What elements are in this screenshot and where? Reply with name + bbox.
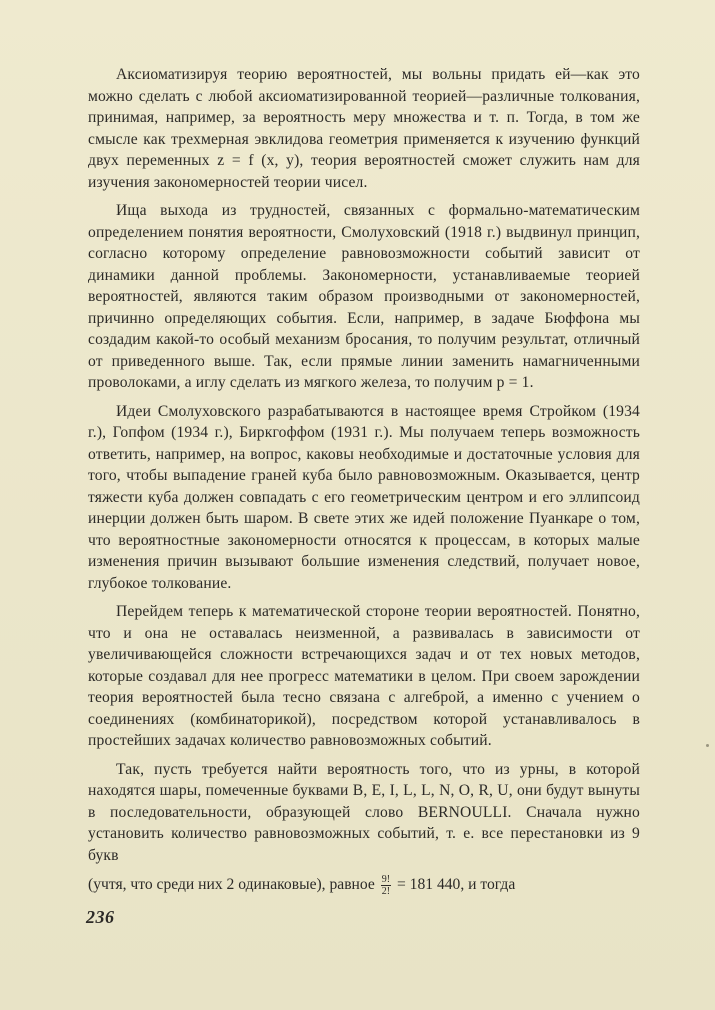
- fraction-numerator: 9!: [381, 873, 391, 885]
- formula-text-before: (учтя, что среди них 2 одинаковые), равное: [88, 876, 375, 893]
- paragraph-axiomatization: Аксиоматизируя теорию вероятностей, мы вольны придать ей—как это можно сделать с любой аксиоматизированной теорией—различные толкования, принимая, например, за вероятность меру множества и т. п. Тогда, в том же смысле как трехмерная эвклидова геометрия применяется к изучению функций двух переменных z = f (x, y), теория вероятностей сможет служить нам для изучения закономерностей теории чисел.: [88, 66, 640, 191]
- page-number: 236: [86, 907, 115, 927]
- fraction-denominator: 2!: [381, 885, 391, 897]
- paper-speck: [706, 744, 709, 747]
- formula-text-after: = 181 440, и тогда: [396, 876, 516, 893]
- factorial-fraction: [381, 874, 391, 897]
- paragraph-smoluchowski-principle: Ища выхода из трудностей, связанных с формально-математическим определением понятия вероятности, Смолуховский (1918 г.) выдвинул принцип, согласно которому определение равновозможности событий зависит от динамики данной проблемы. Закономерности, устанавливаемые теорией вероятностей, являются таким образом производными от закономерностей, причинно определяющих события. Если, например, в задаче Бюффона мы создадим какой-то особый механизм бросания, то получим результат, отличный от приведенного выше. Так, если прямые линии заменить намагниченными проволоками, а иглу сделать из мягкого железа, то получим p = 1.: [88, 202, 640, 391]
- paragraph-smoluchowski-ideas: Идеи Смолуховского разрабатываются в настоящее время Стройком (1934 г.), Гопфом (1934 г.), Биркгоффом (1931 г.). Мы получаем теперь возможность ответить, например, на вопрос, каковы необходимые и достаточные условия для того, чтобы выпадение граней куба было равновозможным. Оказывается, центр тяжести куба должен совпадать с его геометрическим центром и его эллипсоид инерции должен быть шаром. В свете этих же идей положение Пуанкаре о том, что вероятностные закономерности относятся к процессам, в которых малые изменения причин вызывают большие изменения следствий, получает новое, глубокое толкование.: [88, 402, 640, 592]
- paragraph-mathematical-side: Перейдем теперь к математической стороне теории вероятностей. Понятно, что и она не оставалась неизменной, а развивалась в зависимости от увеличивающейся сложности встречающихся задач и от тех новых методов, которые создавал для нее прогресс математики в целом. При своем зарождении теория вероятностей была тесно связана с алгеброй, а именно с учением о соединениях (комбинаторикой), посредством которой устанавливалось в простейших задачах количество равновозможных событий.: [88, 603, 640, 749]
- paragraph-urn-problem: Так, пусть требуется найти вероятность того, что из урны, в которой находятся шары, помеченные буквами B, E, I, L, L, N, O, R, U, они будут вынуты в последовательности, образующей слово BERNOULLI. Сначала нужно установить количество равновозможных событий, т. е. все перестановки из 9 букв: [88, 760, 640, 864]
- page-text-block: [88, 64, 640, 897]
- formula-line: [88, 873, 640, 897]
